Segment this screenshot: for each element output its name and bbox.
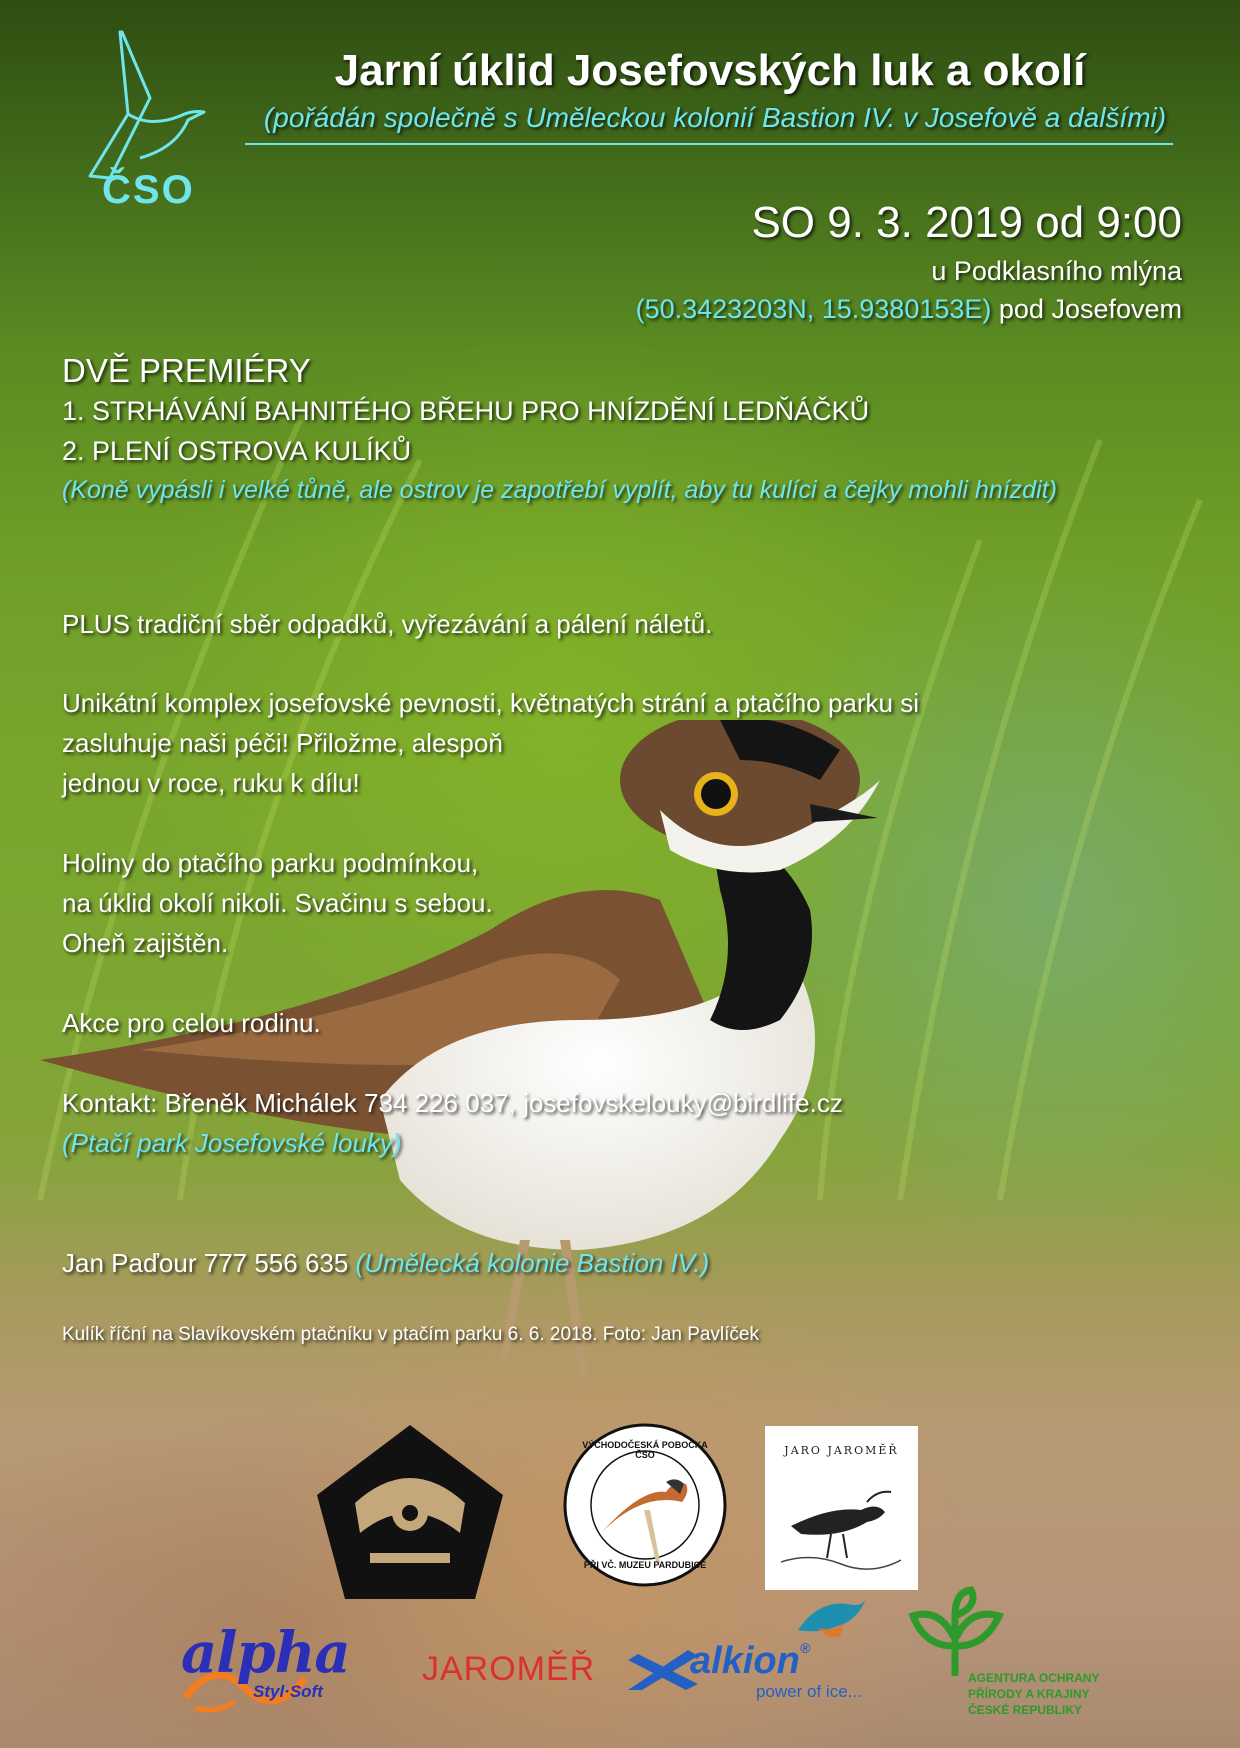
event-place: u Podklasního mlýna [931, 256, 1182, 286]
paragraph-plus: PLUS tradiční sběr odpadků, vyřezávání a pálení náletů. [62, 609, 713, 639]
event-location-line [636, 294, 1182, 325]
photo-caption: Kulík říční na Slavíkovském ptačníku v ptačím parku 6. 6. 2018. Foto: Jan Pavlíček [62, 1324, 759, 1345]
premiere-item-1: 1. STRHÁVÁNÍ BAHNITÉHO BŘEHU PRO HNÍZDĚNÍ LEDŇÁČKŮ [62, 396, 870, 426]
contact-secondary-name: Jan Paďour 777 556 635 [62, 1248, 356, 1278]
vc-pobocka-top-text: VÝCHODOČESKÁ POBOČKA ČSO [582, 1440, 708, 1460]
aopk-text [968, 1670, 1138, 1718]
aopk-line: ČESKÉ REPUBLIKY [968, 1703, 1083, 1717]
paragraph-line: Holiny do ptačího parku podmínkou, [62, 848, 479, 878]
page-title: Jarní úklid Josefovských luk a okolí [334, 46, 1086, 95]
paragraph-line: Unikátní komplex josefovské pevnosti, květnatých strání a ptačího parku si [62, 688, 919, 718]
alkion-word [690, 1640, 810, 1683]
paragraph-family: Akce pro celou rodinu. [62, 1008, 321, 1038]
jaro-label: JARO JAROMĚŘ [784, 1444, 899, 1457]
logo-text: ČSO [102, 168, 195, 212]
paragraph-unikatni [62, 683, 919, 803]
aopk-line: AGENTURA OCHRANY [968, 1671, 1100, 1685]
vc-pobocka-bottom-text: PŘI VČ. MUZEU PARDUBICE [583, 1560, 707, 1570]
paragraph-line: na úklid okolí nikoli. Svačinu s sebou. [62, 888, 493, 918]
paragraph-line: zasluhuje naši péči! Přiložme, alespoň [62, 728, 503, 758]
aopk-leaf-icon [905, 1586, 1005, 1676]
alkion-name: alkion [690, 1640, 800, 1682]
contact-primary: Kontakt: Břeněk Michálek 734 226 037, josefovskelouky@birdlife.cz [62, 1088, 843, 1118]
paragraph-holiny [62, 843, 493, 963]
event-coords-suffix: pod Josefovem [991, 294, 1182, 324]
premiere-item-2: 2. PLENÍ OSTROVA KULÍKŮ [62, 436, 412, 466]
jaro-jaromer-logo [765, 1426, 918, 1590]
alpha-sub: Styl·Soft [253, 1682, 323, 1701]
contact-secondary [62, 1243, 709, 1283]
contact-primary-org: (Ptačí park Josefovské louky) [62, 1128, 402, 1158]
premieres-heading: DVĚ PREMIÉRY [62, 352, 311, 389]
jaromer-logo: JAROMĚŘ [422, 1650, 596, 1688]
alkion-mark-icon [628, 1650, 698, 1690]
aopk-logo [905, 1586, 1135, 1716]
alpha-styl-soft-logo [175, 1620, 395, 1720]
page-subtitle: (pořádán společně s Uměleckou kolonií Bastion IV. v Josefově a dalšími) [263, 102, 1167, 133]
alpha-word: alpha [181, 1620, 350, 1686]
event-coords: (50.3423203N, 15.9380153E) [635, 294, 992, 324]
contact-secondary-org: (Umělecká kolonie Bastion IV.) [355, 1248, 710, 1278]
bastion-logo [315, 1423, 505, 1601]
event-date: SO 9. 3. 2019 od 9:00 [751, 198, 1182, 247]
lapwing-icon [781, 1466, 901, 1576]
premieres-note: (Koně vypásli i velké tůně, ale ostrov je zapotřebí vyplít, aby tu kulíci a čejky mohli hnízdit) [62, 476, 1057, 504]
alkion-registered-mark: ® [799, 1640, 811, 1656]
plover-photo [20, 720, 980, 1400]
paragraph-line: Oheň zajištěn. [62, 928, 229, 958]
paragraph-line: jednou v roce, ruku k dílu! [62, 768, 360, 798]
alkion-logo [628, 1590, 878, 1710]
subtitle-divider [245, 143, 1173, 145]
aopk-line: PŘÍRODY A KRAJINY [968, 1687, 1090, 1701]
alkion-sub: power of ice... [756, 1682, 862, 1701]
